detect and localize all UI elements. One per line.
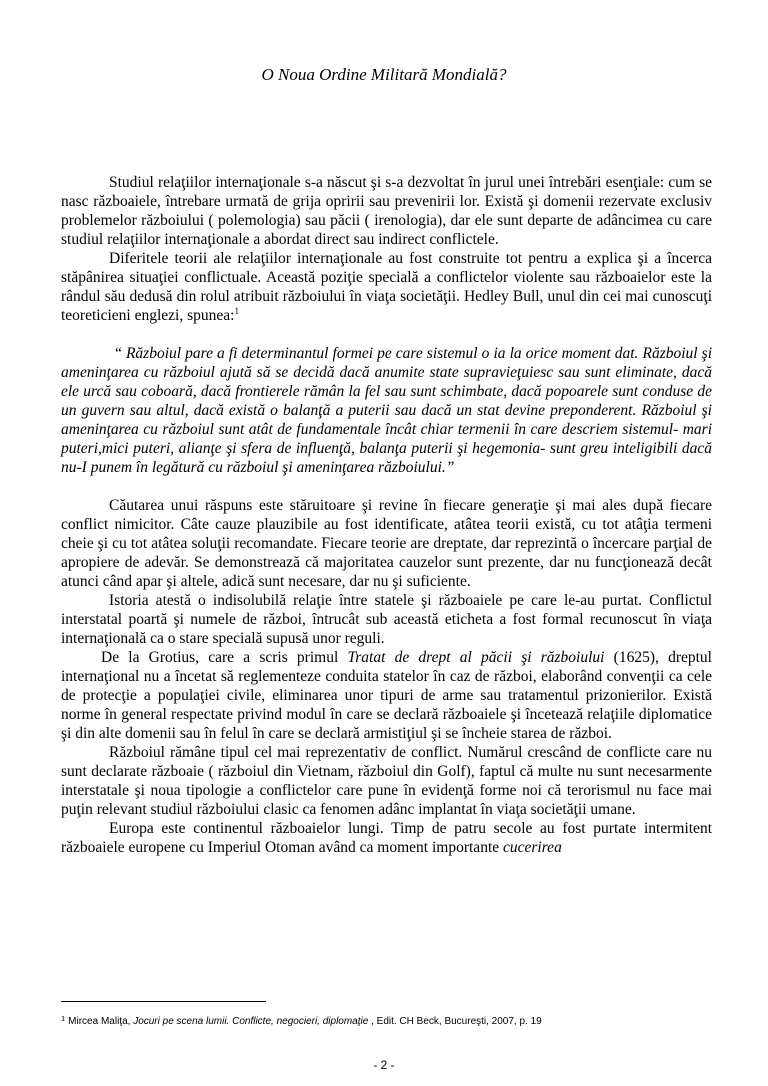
- document-title: O Noua Ordine Militară Mondială?: [261, 65, 507, 84]
- paragraph-grotius: [61, 648, 712, 743]
- footnote: [61, 1015, 721, 1028]
- footnote-details: , Edit. CH Beck, Bucureşti, 2007, p. 19: [368, 1016, 542, 1027]
- footnote-work-title: Jocuri pe scena lumii. Conflicte, negocieri, diplomaţie: [133, 1016, 369, 1027]
- paragraph-intro: Studiul relaţiilor internaţionale s-a născut şi s-a dezvoltat în jurul unei întrebări esenţiale: cum se nasc războaiele, întrebare urmată de grija opririi sau prevenirii lor. Există şi domenii rezervate exclusiv problemelor războiului ( polemologia) sau păcii ( irenologia), dar ele sunt departe de adâncimea cu care studiul relaţiilor internaţionale a abordat direct sau indirect conflictele.: [61, 174, 712, 248]
- quote-open-mark: “: [115, 345, 126, 362]
- block-quote: [61, 344, 712, 477]
- paragraph-theories: [61, 249, 712, 325]
- paragraph-history: Istoria atestă o indisolubilă relaţie între statele şi războaiele pe care le-au purtat. Conflictul interstatal poartă şi numele de război, întrucât sub această eticheta a fost formal recunoscut în viaţa internaţională ca o stare specială supusă unor reguli.: [61, 592, 712, 647]
- paragraph-europe-text: Europa este continentul războaielor lungi. Timp de patru secole au fost purtate intermitent războaiele europene cu Imperiul Otoman având ca moment importante: [61, 820, 712, 856]
- paragraph-search: Căutarea unui răspuns este stăruitoare şi revine în fiecare generaţie şi mai ales după fiecare conflict nimicitor. Câte cauze plauzibile au fost identificate, atâtea teorii există, cu tot atâţia termeni cheie şi cu tot atâtea soluţii recomandate. Fiecare teorie are dreptate, dar reprezintă o încercare parţial de apropiere de adevăr. Se demonstrează că majoritatea cauzelor sunt prezente, dar nu funcţionează decât atunci când apar şi altele, adică sunt necesare, dar nu şi suficiente.: [61, 497, 712, 590]
- footnote-number: 1: [61, 1014, 66, 1023]
- paragraph-europe-italic: cucerirea: [503, 839, 562, 856]
- page-number: - 2 -: [373, 1058, 395, 1072]
- footnote-separator: [61, 1001, 266, 1002]
- footnote-reference[interactable]: 1: [234, 306, 239, 316]
- paragraph-europe: [61, 819, 712, 857]
- quote-text: Războiul pare a fi determinantul formei pe care sistemul o ia la orice moment dat. Războiul şi ameninţarea cu războiul ajută să se decidă dacă anumite state supravieţuiesc sau sunt eliminate, dacă ele urcă sau coboară, dacă frontierele rămân la fel sau sunt schimbate, dacă popoarele sunt conduse de un guvern sau altul, dacă există o balanţă a puterii sau dacă un stat devine preponderent. Războiul şi ameninţarea cu războiul sunt atât de fundamentale încât chiar termenii în care descriem sistemul- mari puteri,mici puteri, alianţe şi sfera de influenţă, balanţa puterii şi hegemonia- sunt greu inteligibili dacă nu-I punem în legătură cu războiul şi ameninţarea războiului.”: [61, 345, 712, 476]
- book-title: Tratat de drept al păcii şi războiului: [347, 649, 605, 666]
- paragraph-theories-text: Diferitele teorii ale relaţiilor internaţionale au fost construite tot pentru a explica şi a încerca stăpânirea situaţiei conflictuale. Această poziţie specială a conflictelor violente sau războaielor este la rândul său dedusă din rolul atribuit războiului în viaţa societăţii. Hedley Bull, unul din cei mai cunoscuţi teoreticieni englezi, spunea:: [61, 250, 712, 324]
- document-body: [61, 173, 712, 857]
- footnote-author: Mircea Maliţa,: [68, 1016, 134, 1027]
- paragraph-grotius-text-a: De la Grotius, care a scris primul: [101, 649, 348, 666]
- paragraph-war-type: Războiul rămâne tipul cel mai reprezentativ de conflict. Numărul crescând de conflicte care nu sunt declarate războaie ( războiul din Vietnam, războiul din Golf), faptul că multe nu sunt necesarmente interstatale şi noua tipologie a conflictelor care pune în evidenţă forme noi că terorismul nu face mai puţin relevant studiul războiului clasic ca fenomen adânc implantat în viaţa societăţii umane.: [61, 744, 712, 818]
- paragraph-grotius-text-b: (1625), dreptul internaţional nu a încetat să reglementeze conduita statelor în caz de război, elaborând convenţii ca cele de protecţie a populaţiei civile, eliminarea unor tipuri de arme sau tratamentul prizonierilor. Există norme în general respectate privind modul în care se declară războaiele şi încetează relaţiile diplomatice şi din alte domenii sau în felul în care se declară armistiţiul şi se încheie starea de război.: [61, 649, 712, 742]
